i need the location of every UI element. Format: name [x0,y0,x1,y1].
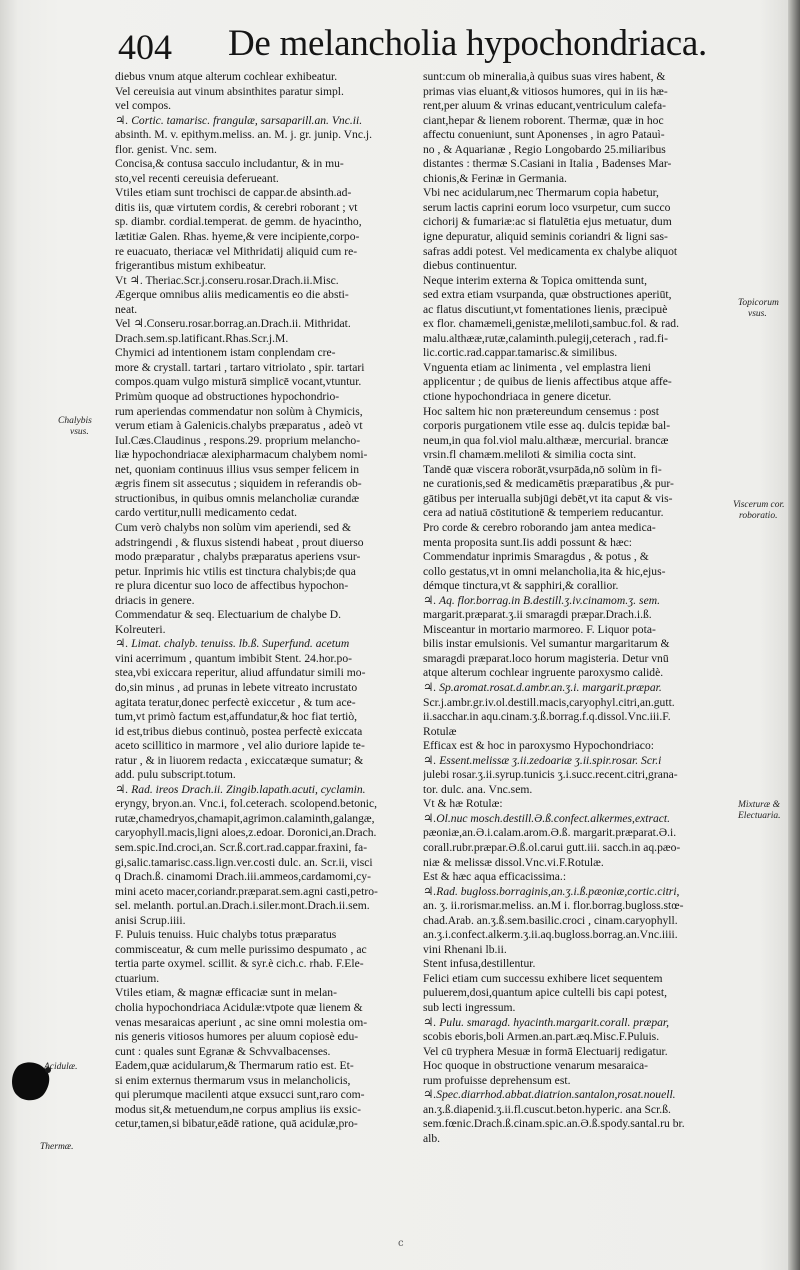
text-line: Felici etiam cum successu exhibere licet sequentem [423,971,663,985]
text-line: ♃.Rad. bugloss.borraginis,an.ʒ.i.ß.pæoniæ,cortic.citri, [423,884,680,898]
page-binding-edge [788,0,800,1270]
text-line: Vtiles etiam, & magnæ efficaciæ sunt in melan- [115,986,337,1000]
text-line: Primùm quoque ad obstructiones hypochondrio- [115,390,340,404]
text-line: collo gestatus,vt in omni melancholia,ita & hic,ejus- [423,564,666,578]
text-line: Cum verò chalybs non solùm vim aperiendi, sed & [115,520,352,534]
text-line: alb. [423,1131,441,1145]
text-line: Efficax est & hoc in paroxysmo Hypochondriaco: [423,739,654,753]
text-line: flor. genist. Vnc. sem. [115,142,217,156]
text-line: net, quoniam continuus illius vsus semper felicem in [115,462,360,476]
text-line: diebus vnum atque alterum cochlear exhibeatur. [115,70,338,83]
text-line: modus sit,& metuendum,ne corpus amplius iis exsic- [115,1102,362,1116]
text-line: modo præparatur , chalybs præparatus aperiens vsur- [115,550,361,564]
text-line: ditis iis, quæ virtutem cordis, & cerebri roborant ; vt [115,200,358,214]
text-line: ♃.Spec.diarrhod.abbat.diatrion.santalon,rosat.nouell. [423,1088,676,1102]
text-line: eryngy, bryon.an. Vnc.i, fol.ceterach. scolopend.betonic, [115,797,378,811]
margin-note-line: vsus. [70,427,89,437]
margin-note-line: vsus. [748,309,767,319]
text-line: caryophyll.macis,ligni aloes,z.edoar. Doronici,an.Drach. [115,826,377,840]
text-line: add. pulu subscript.totum. [115,768,236,782]
text-line: no , & Aquarianæ , Regio Longobardo 25.miliaribus [423,142,666,156]
text-line: rutæ,chamedryos,chamapit,agrimon.calaminth,galangæ, [115,811,375,825]
margin-note-line: Viscerum cor. [733,500,785,510]
text-line: F. Puluis tenuiss. Huic chalybs totus præparatus [115,928,337,942]
text-line: an.ʒ.ß.diapenid.ʒ.ii.fl.cuscut.beton.hyperic. ana Scr.ß. [423,1102,671,1116]
text-line: do,sin minus , ad prunas in lebete vitreato incrustato [115,680,358,694]
text-line: ♃. Cortic. tamarisc. frangulæ, sarsaparill.an. Vnc.ii. [115,113,363,127]
text-line: tum,vt primò factum est,affundatur,& hoc fiat tertiò, [115,710,358,724]
text-line: distantes : thermæ S.Casiani in Italia , Badenses Mar- [423,157,672,171]
text-line: ægris finem sit assecutus ; siquidem in referandis ob- [115,477,362,491]
text-line: Misceantur in mortario marmoreo. F. Liquor pota- [423,622,656,636]
margin-note-acidulae: Acidulæ. [44,1062,78,1072]
text-line: Ægerque omnibus aliis medicamentis eo die absti- [115,288,349,302]
text-line: ratur , & in liuorem redacta , exiccatæque sumatur; & [115,753,364,767]
text-line: ♃. Pulu. smaragd. hyacinth.margarit.corall. præpar, [423,1015,670,1029]
text-line: vrsin.fl chamæm.meliloti & similia cocta sint. [423,448,637,462]
text-line: ♃.Ol.nuc mosch.destill.Ə.ß.confect.alkermes,extract. [423,811,671,825]
text-line: gi,salic.tamarisc.cass.lign.ver.costi dulc. an. Scr.ii, visci [115,855,373,869]
text-line: cichorij & fumariæ:ac si flatulētia ejus metuatur, dum [423,215,672,229]
text-line: Scr.j.ambr.gr.iv.ol.destill.macis,caryophyl.citri,an.gutt. [423,695,675,709]
text-line: malu.althææ,rutæ,calaminth.pulegij,ceterach , rad.fi- [423,331,668,345]
text-line: Vt & hæ Rotulæ: [423,797,503,811]
text-line: more & crystall. tartari , tartaro vitriolato , spir. tartari [115,360,365,374]
text-line: ciant,hepar & lienem roborent. Thermæ, quæ in hoc [423,113,664,127]
text-line: Hoc saltem hic non prætereundum censemus : post [423,404,660,418]
text-line: Eadem,quæ acidularum,& Thermarum ratio est. Et- [115,1059,354,1073]
text-line: re plura dicentur suo loco de affectibus hypochon- [115,579,349,593]
text-line: neum,in qua fol.viol malu.althææ, mercurial. brancæ [423,433,669,447]
text-line: chionis,& Ferinæ in Germania. [423,171,567,185]
text-line: bilis instar emulsionis. Vel sumantur margaritarum & [423,637,670,651]
text-line: adstringendi , & fluxus sistendi habeat , prout diuerso [115,535,364,549]
text-line: gātibus per interualla subjūgi debēt,vt ita caput & vis- [423,491,673,505]
margin-note-thermae: Thermæ. [40,1142,74,1152]
text-line: Rotulæ [423,724,457,738]
text-line: Iul.Cæs.Claudinus , respons.29. proprium melancho- [115,433,361,447]
text-line: safras addi potest. Vel medicamenta ex chalybe aliquot [423,244,678,258]
text-line: stea,vbi exiccara reperitur, aliud affundatur simili mo- [115,666,366,680]
text-line: affectu conueniunt, sunt Aponenses , in agro Patauì- [423,128,665,142]
text-line: cunt : quales sunt Egranæ & Schvvalbacenses. [115,1044,331,1058]
text-line: julebi rosar.ʒ.ii.syrup.tunicis ʒ.i.succ.recent.citri,grana- [423,768,678,782]
margin-note-line: Electuaria. [738,811,781,821]
text-line: smaragdi præparat.loco horum magisteria. Detur vnū [423,651,669,665]
text-line: Concisa,& contusa sacculo includantur, & in mu- [115,157,344,171]
text-line: serum lactis caprini eorum loco vsurpetur, cum succo [423,200,671,214]
text-line: Est & hæc aqua efficacissima.: [423,870,567,884]
left-text-column [115,70,415,1132]
margin-note-line: roboratio. [739,511,778,521]
margin-note-topicorum [738,298,779,320]
margin-note-line: Chalybis [58,416,92,426]
text-line: sem.spic.Ind.croci,an. Scr.ß.cort.rad.cappar.fraxini, fa- [115,840,368,854]
text-line: sem.fœnic.Drach.ß.cinam.spic.an.Ə.ß.spody.santal.ru br. [423,1117,685,1131]
text-line: ♃. Rad. ireos Drach.ii. Zingib.lapath.acuti, cyclamin. [115,782,366,796]
text-line: tor. dulc. ana. Vnc.sem. [423,782,533,796]
right-text-column [423,70,735,1146]
text-line: sed extra etiam vsurpanda, quæ obstructiones aperiūt, [423,288,672,302]
text-line: cera ad natiuā cōstitutionē & temperiem reducantur. [423,506,664,520]
text-line: petur. Inprimis hic vtilis est tinctura chalybis;de qua [115,564,356,578]
text-line: an.ʒ.i.confect.alkerm.ʒ.ii.aq.bugloss.borrag.an.Vnc.iiii. [423,928,678,942]
text-line: driacis in genere. [115,593,195,607]
text-line: diebus continuentur. [423,259,518,273]
text-line: sunt:cum ob mineralia,à quibus suas vires habent, & [423,70,666,83]
page-number: 404 [118,27,172,67]
text-line: liæ hypochondriacæ alexipharmacum chalybem nomi- [115,448,368,462]
text-line: id est,tribus diebus continuò, postea perfectè exiccata [115,724,363,738]
text-line: cardo vertitur,nulli medicamento cedat. [115,506,298,520]
text-line: sp. diambr. cordial.temperat. de gemm. de hyacintho, [115,215,362,229]
text-line: ac flatus discutiunt,vt fomentationes lienis, præcipuè [423,302,668,316]
margin-note-line: Mixturæ & [738,800,780,810]
text-line: tertia parte oxymel. scillit. & syr.è cich.c. rhab. F.Ele- [115,957,364,971]
margin-note-viscerum [733,500,785,522]
text-line: sto,vel recenti cereuisia deferueant. [115,171,279,185]
text-line: Pro corde & cerebro roborando jam antea medica- [423,520,656,534]
text-line: vini acerrimum , quantum imbibit Stent. 24.hor.po- [115,651,352,665]
text-line: venas mesaraicas aperiunt , ac sine omni molestia om- [115,1015,368,1029]
text-line: chad.Arab. an.ʒ.ß.sem.basilic.croci , cinam.caryophyll. [423,913,678,927]
text-line: nis generis vitiosos humores per aluum copiosè edu- [115,1030,359,1044]
text-line: cholia hypochondriaca Acidulæ:vtpote quæ lienem & [115,1001,363,1014]
text-line: Tandē quæ viscera roborāt,vsurpāda,nō solùm in fi- [423,462,662,476]
text-line: ♃. Sp.aromat.rosat.d.ambr.an.ʒ.i. margarit.præpar. [423,680,662,694]
text-line: vel compos. [115,99,172,113]
signature-mark: c [398,1238,404,1249]
text-line: sel. melanth. portul.an.Drach.i.siler.mont.Drach.ii.sem. [115,899,370,913]
text-line: Neque interim externa & Topica omittenda sunt, [423,273,648,287]
text-line: rent,per aluum & vrinas educant,ventriculum calefa- [423,99,667,113]
text-line: compos.quam vulgo misturā simplicē vocant,vtuntur. [115,375,362,389]
text-line: primas vias eluant,& vitiosos humores, qui in iis hæ- [423,84,668,98]
margin-note-mixturae [738,800,780,822]
text-line: frigerantibus mistum exhibeatur. [115,259,267,273]
text-line: anisi Scrup.iiii. [115,913,186,927]
text-line: ex flor. chamæmeli,genistæ,meliloti,sambuc.fol. & rad. [423,317,679,331]
text-line: Vtiles etiam sunt trochisci de cappar.de absinth.ad- [115,186,352,200]
text-line: applicentur ; de quibus de lienis affectibus atque affe- [423,375,672,389]
text-line: démque tinctura,vt & sapphiri,& corallior. [423,579,619,593]
text-line: structionibus, in quibus omnis melancholiæ curandæ [115,491,360,505]
page-header [118,22,758,70]
text-line: Drach.sem.sp.latificant.Rhas.Scr.j.M. [115,331,289,345]
text-line: niæ & melissæ dissol.Vnc.vi.F.Rotulæ. [423,855,604,869]
text-line: mini aceto macer,coriandr.præparat.sem.agni casti,petro- [115,884,378,898]
text-line: absinth. M. v. epithym.meliss. an. M. j. gr. junip. Vnc.j. [115,128,372,142]
text-line: verum etiam à Galenicis.chalybs præparatus , adeò vt [115,419,363,433]
text-line: Vel ♃.Conseru.rosar.borrag.an.Drach.ii. Mithridat. [115,317,351,331]
text-line: rum aperiendas commendatur non solùm à Chymicis, [115,404,363,418]
text-line: agitata teratur,donec perfectè exiccetur , & tum ace- [115,695,356,709]
text-line: puluerem,dosi,quantum apice cultelli bis capi potest, [423,986,668,1000]
text-line: Vel cereuisia aut vinum absinthites paratur simpl. [115,84,344,98]
text-line: Kolreuteri. [115,622,166,636]
text-line: Vt ♃. Theriac.Scr.j.conseru.rosar.Drach.ii.Misc. [115,273,339,287]
text-line: lætitiæ Galen. Rhas. hyeme,& vere incipiente,corpo- [115,230,360,244]
text-line: Vnguenta etiam ac linimenta , vel emplastra lieni [423,360,651,374]
text-line: an. ʒ. ii.rorismar.meliss. an.M i. flor.borrag.bugloss.stœ- [423,899,684,913]
text-line: re euacuato, theriacæ vel Mithridatij aliquid cum re- [115,244,358,258]
text-line: commisceatur, & cum melle purissimo despumato , ac [115,942,367,956]
text-line: ♃. Aq. flor.borrag.in B.destill.ʒ.iv.cinamom.ʒ. sem. [423,593,660,607]
text-line: corall.rubr.præpar.Ə.ß.ol.carui gutt.iii. sacch.in aq.pæo- [423,840,681,854]
text-line: menta proposita sunt.Iis addi possunt & hæc: [423,535,632,549]
text-line: Chymici ad intentionem istam conplendam cre- [115,346,336,360]
text-line: Vel cū tryphera Mesuæ in formā Electuarij redigatur. [423,1044,668,1058]
text-line: atque alterum cochlear ingruente paroxysmo calidè. [423,666,664,680]
text-line: pæoniæ,an.Ə.i.calam.arom.Ə.ß. margarit.præparat.Ə.i. [423,826,677,840]
text-line: Commendatur inprimis Smaragdus , & potus , & [423,550,649,564]
text-line: qui plerumque macilenti atque exsucci sunt,raro com- [115,1088,365,1102]
text-line: sub lecti ingressum. [423,1001,516,1014]
text-line: Vbi nec acidularum,nec Thermarum copia habetur, [423,186,659,200]
text-line: scobis eboris,boli Armen.an.part.æq.Misc.F.Puluis. [423,1030,660,1044]
text-line: ii.sacchar.in aqu.cinam.ʒ.ß.borrag.f.q.dissol.Vnc.iii.F. [423,710,671,724]
text-line: Hoc quoque in obstructione venarum mesaraica- [423,1059,649,1073]
margin-note-chalybis [58,416,92,438]
text-line: neat. [115,302,138,316]
text-line: aceto scillitico in marmore , vel alio duriore lapide te- [115,739,365,753]
text-line: si enim externus thermarum vsus in melancholicis, [115,1073,351,1087]
text-line: margarit.præparat.ʒ.ii smaragdi præpar.Drach.i.ß. [423,608,652,622]
running-title: De melancholia hypochondriaca. [228,23,707,64]
text-line: cetur,tamen,si bibatur,eādē ratione, quā acidulæ,pro- [115,1117,358,1131]
text-line: rum profuisse deprehensum est. [423,1073,571,1087]
text-line: lic.cortic.rad.cappar.tamarisc.& similibus. [423,346,618,360]
text-line: ctuarium. [115,971,160,985]
text-line: ne curationis,sed & medicamētis præparatibus ,& pur- [423,477,674,491]
text-line: vini Rhenani lb.ii. [423,942,507,956]
text-line: corporis purgationem vtile esse aq. dulcis tepidæ bal- [423,419,671,433]
text-line: igne depuratur, aliquid seminis coriandri & ligni sas- [423,230,668,244]
text-line: Stent infusa,destillentur. [423,957,536,971]
text-line: ♃. Limat. chalyb. tenuiss. lb.ß. Superfund. acetum [115,637,350,651]
text-line: q Drach.ß. cinamomi Drach.iii.ammeos,cardamomi,cy- [115,870,371,884]
text-line: ctione hypochondriaca in genere dicetur. [423,390,612,404]
text-line: ♃. Essent.melissæ ʒ.ii.zedoariæ ʒ.ii.spir.rosar. Scr.i [423,753,662,767]
margin-note-line: Topicorum [738,298,779,308]
text-line: Commendatur & seq. Electuarium de chalybe D. [115,608,342,622]
